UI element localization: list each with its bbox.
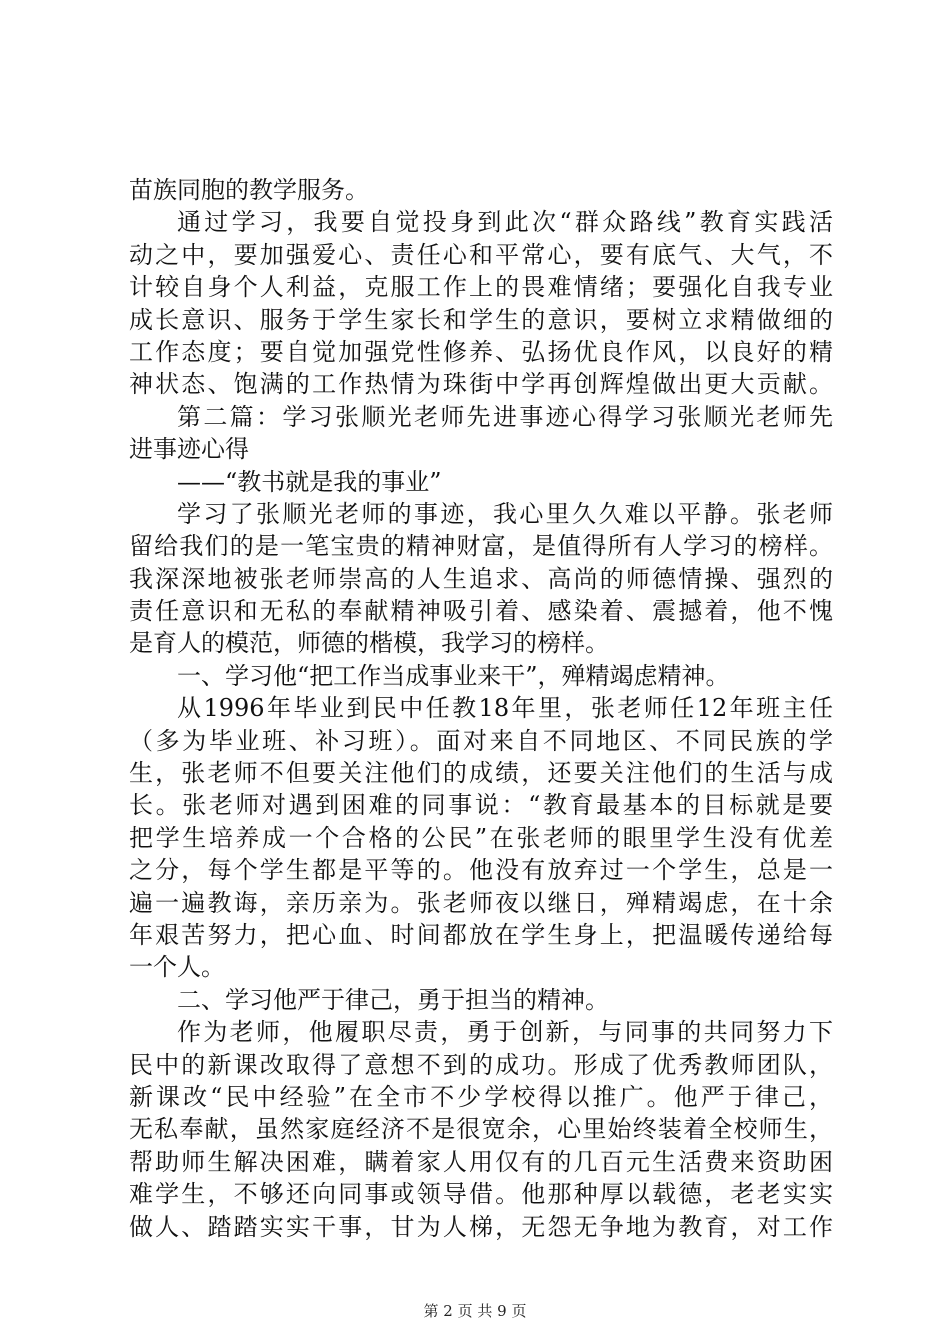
text-line: 从1996年毕业到民中任教18年里，张老师任12年班主任: [177, 694, 833, 723]
text-line: 民中的新课改取得了意想不到的成功。形成了优秀教师团队，: [129, 1050, 833, 1079]
text-line: 之分，每个学生都是平等的。他没有放弃过一个学生，总是一: [129, 856, 833, 885]
text-line: 长。张老师对遇到困难的同事说：“教育最基本的目标就是要: [129, 791, 833, 820]
section-heading-continued: 进事迹心得: [129, 435, 249, 464]
text-line: 动之中，要加强爱心、责任心和平常心，要有底气、大气，不: [129, 240, 833, 269]
text-line: 苗族同胞的教学服务。: [129, 176, 369, 204]
text-line: 做人、踏踏实实干事，甘为人梯，无怨无争地为教育，对工作: [129, 1212, 833, 1241]
text-line: 神状态、饱满的工作热情为珠街中学再创辉煌做出更大贡献。: [129, 370, 833, 399]
text-line: 生，张老师不但要关注他们的成绩，还要关注他们的生活与成: [129, 759, 833, 788]
text-line: 年艰苦努力，把心血、时间都放在学生身上，把温暖传递给每: [129, 920, 833, 949]
text-line: 难学生，不够还向同事或领导借。他那种厚以载德，老老实实: [129, 1180, 833, 1209]
text-line: 遍一遍教诲，亲历亲为。张老师夜以继日，殚精竭虑，在十余: [129, 888, 833, 917]
text-line: 作为老师，他履职尽责，勇于创新，与同事的共同努力下: [177, 1018, 833, 1047]
text-line: 计较自身个人利益，克服工作上的畏难情绪；要强化自我专业: [129, 273, 833, 302]
text-line: 留给我们的是一笔宝贵的精神财富，是值得所有人学习的榜样。: [129, 532, 833, 561]
text-line: 通过学习，我要自觉投身到此次“群众路线”教育实践活: [177, 208, 833, 237]
section-heading: 第二篇：学习张顺光老师先进事迹心得学习张顺光老师先: [177, 402, 833, 431]
subsection-heading: 二、学习他严于律己，勇于担当的精神。: [177, 985, 609, 1014]
section-subtitle: ——“教书就是我的事业”: [177, 467, 442, 496]
text-line: 新课改“民中经验”在全市不少学校得以推广。他严于律己，: [129, 1082, 833, 1111]
text-line: （多为毕业班、补习班）。面对来自不同地区、不同民族的学: [129, 726, 833, 755]
text-line: 一个人。: [129, 953, 225, 982]
text-line: 我深深地被张老师崇高的人生追求、高尚的师德情操、强烈的: [129, 564, 833, 593]
text-line: 成长意识、服务于学生家长和学生的意识，要树立求精做细的: [129, 305, 833, 334]
text-line: 责任意识和无私的奉献精神吸引着、感染着、震撼着，他不愧: [129, 597, 833, 626]
text-line: 学习了张顺光老师的事迹，我心里久久难以平静。张老师: [177, 499, 833, 528]
text-line: 无私奉献，虽然家庭经济不是很宽余，心里始终装着全校师生，: [129, 1115, 833, 1144]
page-number-footer: 第 2 页 共 9 页: [423, 1302, 527, 1320]
text-line: 把学生培养成一个合格的公民”在张老师的眼里学生没有优差: [129, 823, 833, 852]
text-line: 是育人的模范，师德的楷模，我学习的榜样。: [129, 629, 609, 658]
text-line: 工作态度；要自觉加强党性修养、弘扬优良作风，以良好的精: [129, 337, 833, 366]
subsection-heading: 一、学习他“把工作当成事业来干”，殚精竭虑精神。: [177, 661, 730, 690]
document-body: [129, 174, 833, 1243]
text-line: 帮助师生解决困难，瞒着家人用仅有的几百元生活费来资助困: [129, 1147, 833, 1176]
